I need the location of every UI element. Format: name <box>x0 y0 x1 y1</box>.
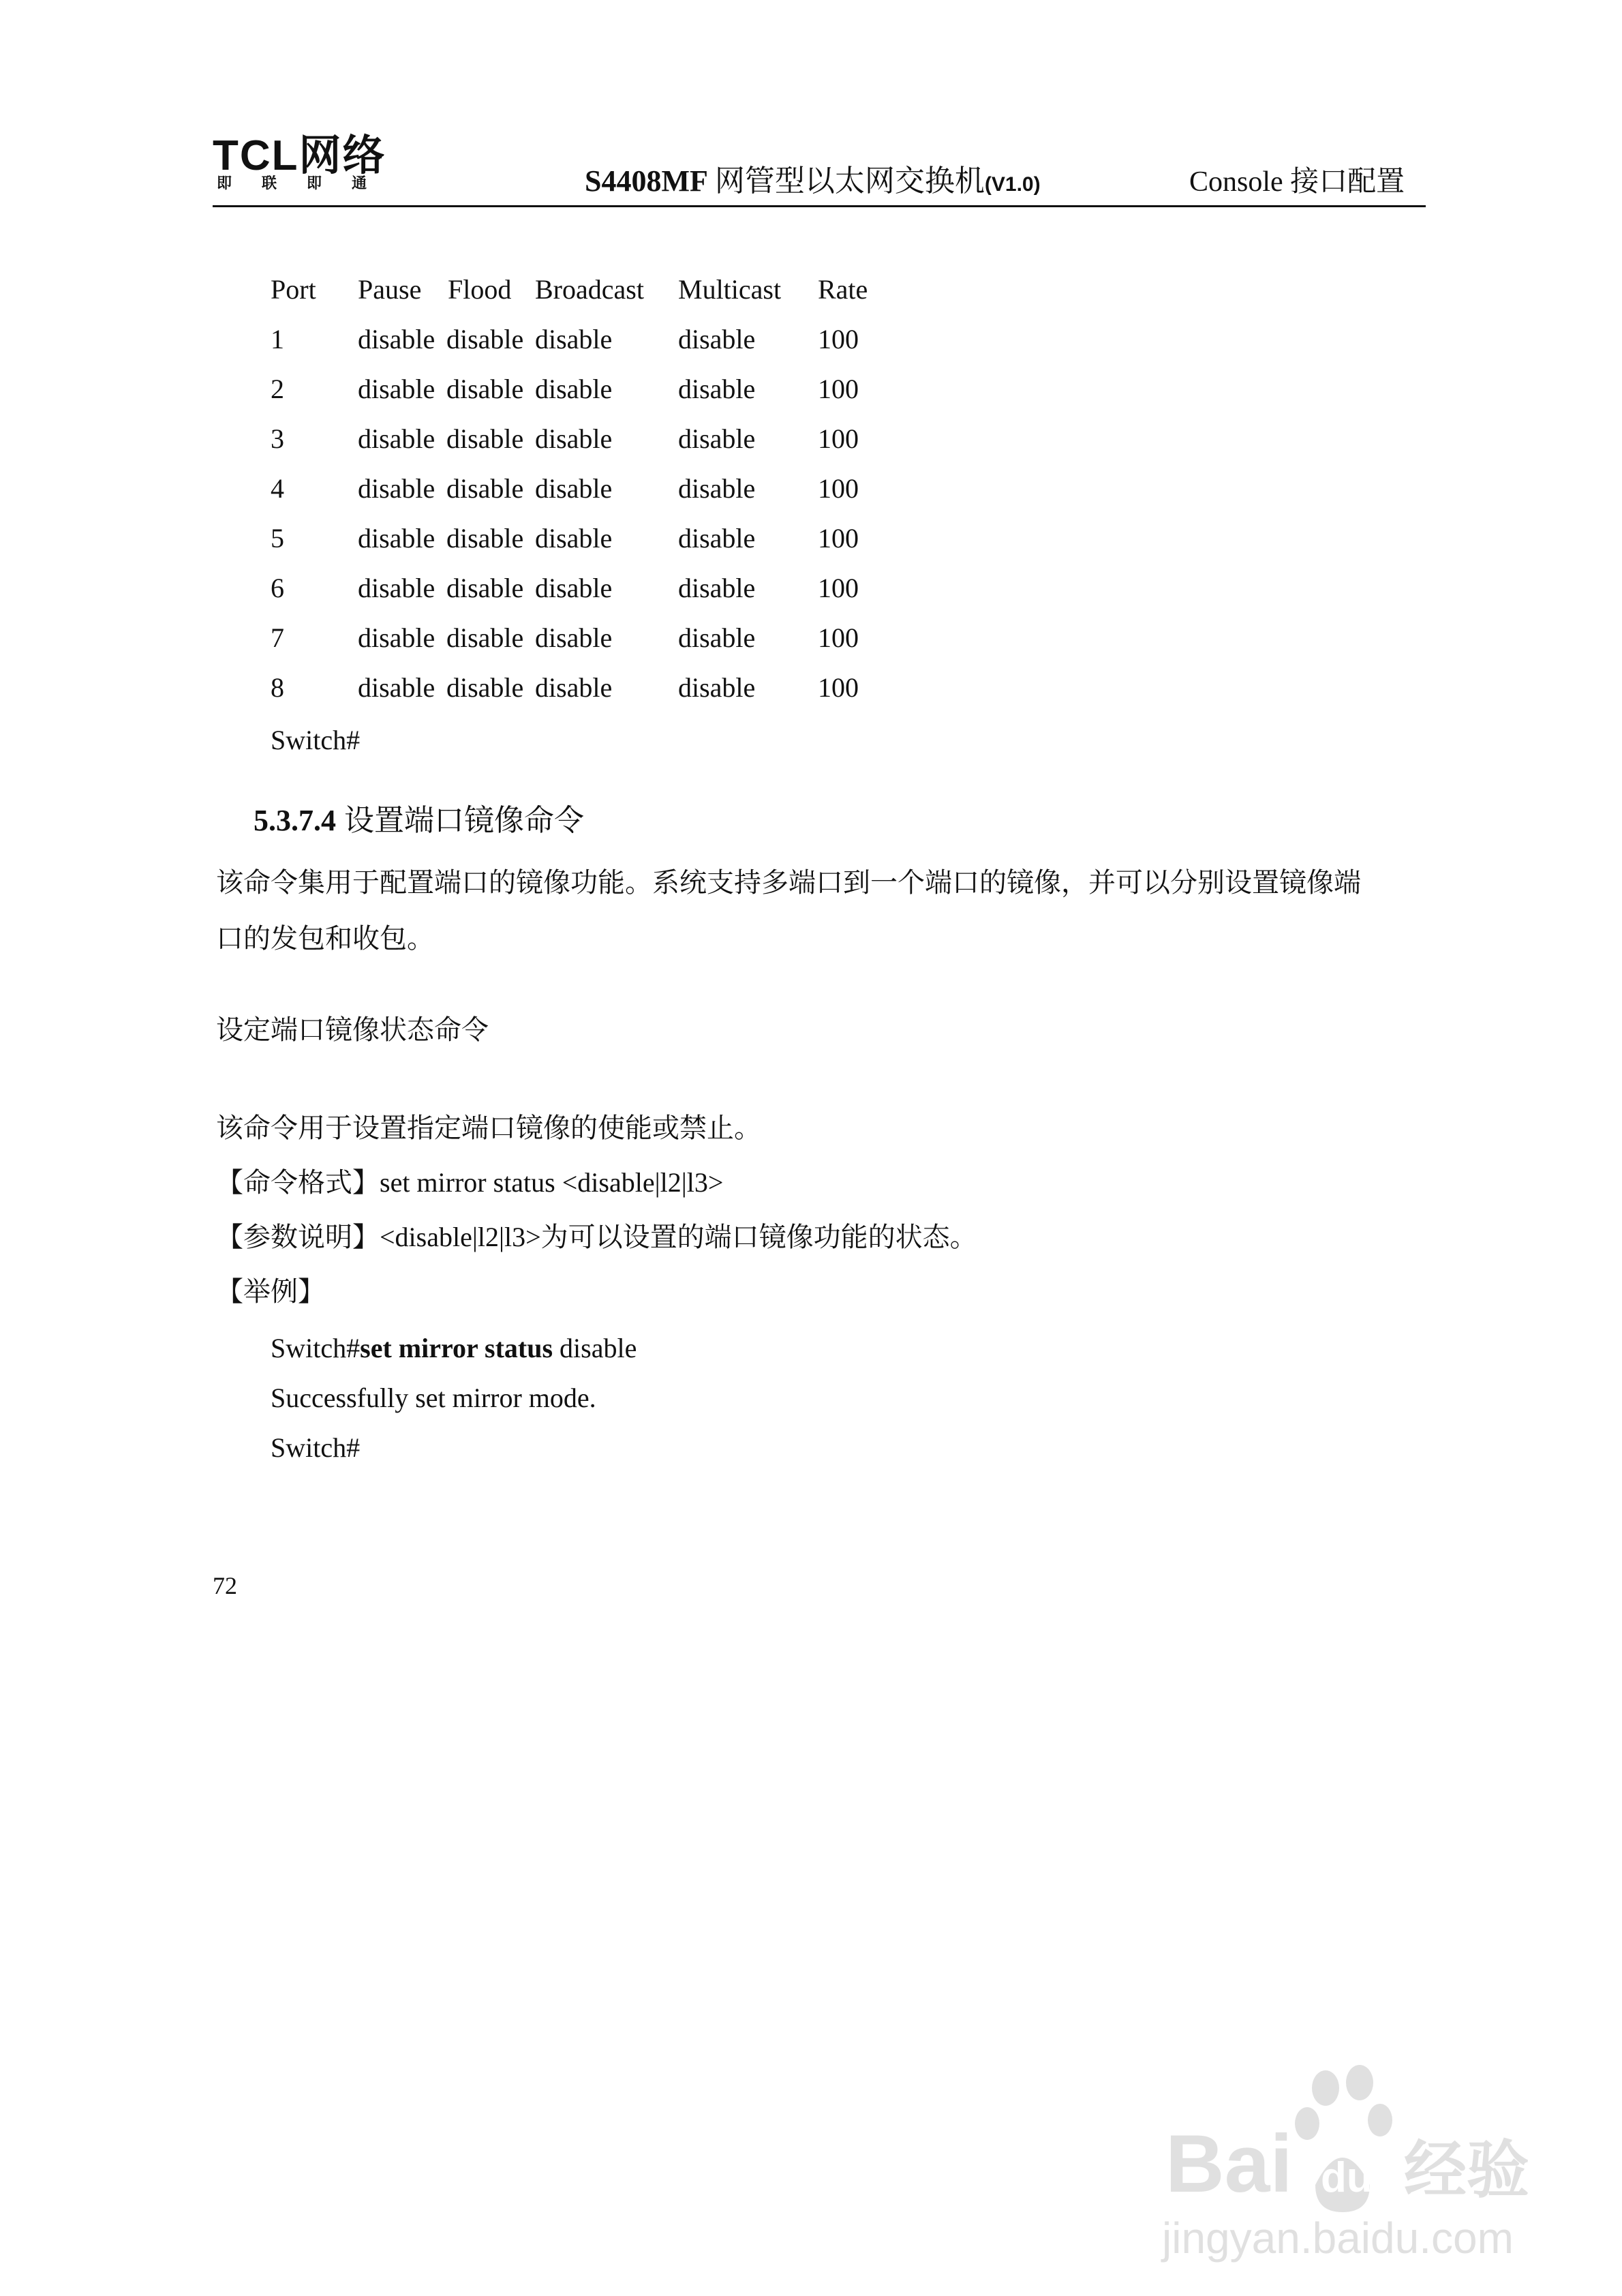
flood-value: disable <box>446 374 524 404</box>
header-divider <box>213 205 1426 207</box>
command-format <box>216 1169 723 1196</box>
example-command: set mirror status <box>360 1333 553 1363</box>
baidu-jingyan-watermark <box>1152 2055 1533 2267</box>
command-format-syntax: set mirror status <disable|l2|l3> <box>380 1167 724 1198</box>
broadcast-value: disable <box>535 622 613 653</box>
broadcast-value: disable <box>535 473 613 504</box>
parameter-description <box>216 1224 977 1251</box>
rate-value: 100 <box>818 374 859 404</box>
intro-paragraph-line1: 该命令集用于配置端口的镜像功能。系统支持多端口到一个端口的镜像，并可以分别设置镜像端 <box>216 867 1361 898</box>
flood-value: disable <box>446 523 524 554</box>
flood-value: disable <box>446 672 524 703</box>
pause-value: disable <box>358 324 435 354</box>
col-header-rate: Rate <box>818 274 868 305</box>
example-end-prompt: Switch# <box>271 1432 361 1463</box>
pause-value: disable <box>358 423 435 454</box>
multicast-value: disable <box>678 374 756 404</box>
flood-value: disable <box>446 573 524 603</box>
multicast-value: disable <box>678 622 756 653</box>
parameter-text: 为可以设置的端口镜像功能的状态。 <box>540 1222 977 1252</box>
chapter-title: Console 接口配置 <box>1189 166 1405 198</box>
port-number: 2 <box>271 374 284 404</box>
section-title: 设置端口镜像命令 <box>344 804 584 837</box>
slogan-char: 联 <box>262 175 277 192</box>
col-header-multicast: Multicast <box>678 274 782 305</box>
col-header-broadcast: Broadcast <box>535 274 644 305</box>
slogan-char: 通 <box>352 175 367 192</box>
document-title <box>585 164 1041 200</box>
watermark-url: jingyan.baidu.com <box>1162 2214 1514 2263</box>
watermark-brand-bai: Bai <box>1165 2118 1293 2209</box>
section-number: 5.3.7.4 <box>254 804 336 837</box>
page-number: 72 <box>213 1572 237 1599</box>
col-header-port: Port <box>271 274 316 305</box>
broadcast-value: disable <box>535 374 613 404</box>
rate-value: 100 <box>818 523 859 554</box>
parameter-value: <disable|l2|l3> <box>380 1222 541 1252</box>
rate-value: 100 <box>818 423 859 454</box>
broadcast-value: disable <box>535 324 613 354</box>
port-number: 5 <box>271 523 284 554</box>
multicast-value: disable <box>678 672 756 703</box>
flood-value: disable <box>446 324 524 354</box>
watermark-brand-jingyan: 经验 <box>1404 2134 1530 2207</box>
multicast-value: disable <box>678 573 756 603</box>
port-number: 4 <box>271 473 284 504</box>
port-number: 7 <box>271 622 284 653</box>
intro-paragraph-line2: 口的发包和收包。 <box>216 923 434 954</box>
rate-value: 100 <box>818 324 859 354</box>
flood-value: disable <box>446 622 524 653</box>
pause-value: disable <box>358 573 435 603</box>
version-label: (V1.0) <box>984 173 1041 196</box>
model-name: S4408MF <box>585 164 708 198</box>
pause-value: disable <box>358 672 435 703</box>
pause-value: disable <box>358 473 435 504</box>
pause-value: disable <box>358 622 435 653</box>
multicast-value: disable <box>678 423 756 454</box>
example-prompt: Switch# <box>271 1333 361 1363</box>
port-number: 3 <box>271 423 284 454</box>
col-header-pause: Pause <box>358 274 422 305</box>
port-number: 6 <box>271 573 284 603</box>
rate-value: 100 <box>818 573 859 603</box>
rate-value: 100 <box>818 473 859 504</box>
broadcast-value: disable <box>535 523 613 554</box>
broadcast-value: disable <box>535 573 613 603</box>
command-description: 该命令用于设置指定端口镜像的使能或禁止。 <box>216 1113 761 1143</box>
pause-value: disable <box>358 523 435 554</box>
slogan-char: 即 <box>217 175 232 192</box>
multicast-value: disable <box>678 324 756 354</box>
subheading: 设定端口镜像状态命令 <box>216 1014 489 1045</box>
example-command-line <box>271 1335 637 1362</box>
command-format-label: 【命令格式】 <box>216 1167 380 1198</box>
port-number: 1 <box>271 324 284 354</box>
section-heading <box>254 796 584 839</box>
example-response: Successfully set mirror mode. <box>271 1383 596 1413</box>
tcl-logo: TCL网络 <box>213 132 386 179</box>
product-name: 网管型以太网交换机 <box>714 164 985 198</box>
watermark-brand-du: du <box>1321 2154 1373 2201</box>
tcl-logo-slogan <box>217 176 367 191</box>
multicast-value: disable <box>678 523 756 554</box>
port-number: 8 <box>271 672 284 703</box>
example-argument: disable <box>553 1333 637 1363</box>
example-label: 【举例】 <box>216 1276 325 1307</box>
cli-prompt: Switch# <box>271 725 361 755</box>
col-header-flood: Flood <box>448 274 512 305</box>
rate-value: 100 <box>818 672 859 703</box>
broadcast-value: disable <box>535 423 613 454</box>
multicast-value: disable <box>678 473 756 504</box>
flood-value: disable <box>446 423 524 454</box>
flood-value: disable <box>446 473 524 504</box>
slogan-char: 即 <box>307 175 322 192</box>
broadcast-value: disable <box>535 672 613 703</box>
rate-value: 100 <box>818 622 859 653</box>
parameter-label: 【参数说明】 <box>216 1222 380 1252</box>
pause-value: disable <box>358 374 435 404</box>
